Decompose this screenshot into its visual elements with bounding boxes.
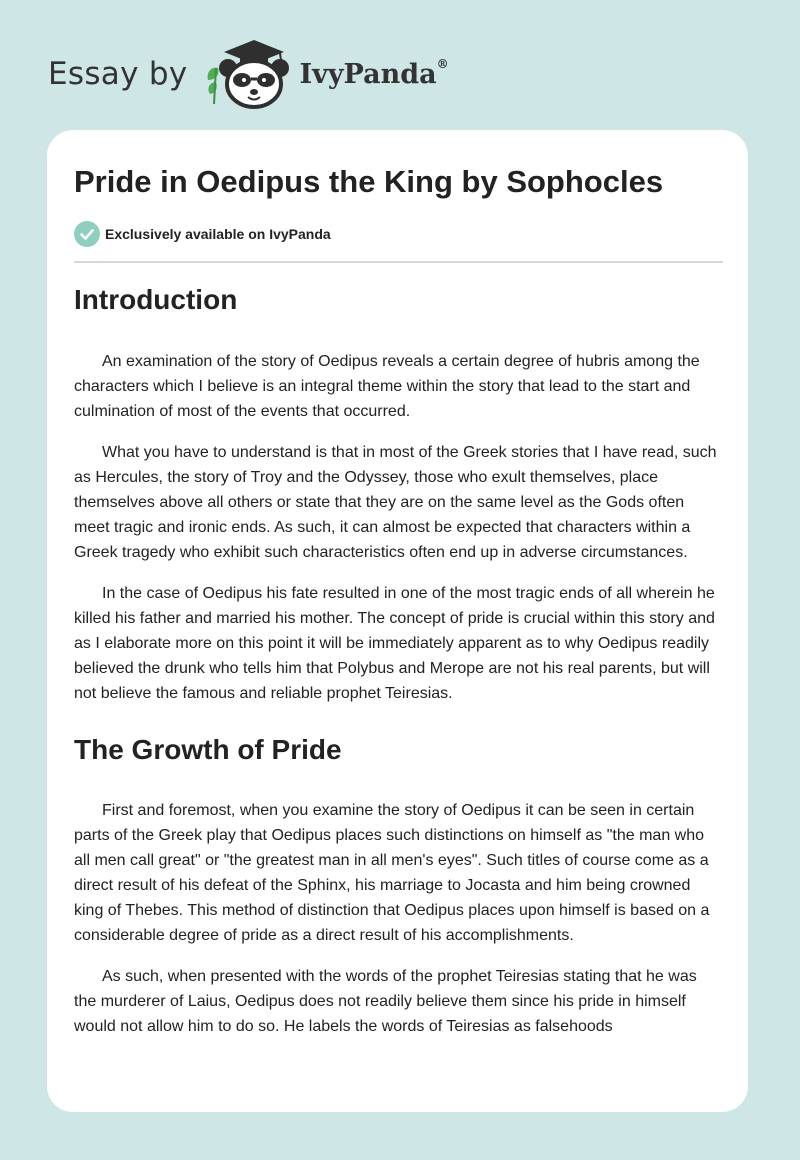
brand-name-text: IvyPanda: [299, 58, 437, 90]
site-brand[interactable]: [48, 38, 449, 110]
section-heading-introduction: Introduction: [74, 284, 238, 315]
paragraph: An examination of the story of Oedipus reveals a certain degree of hubris among the characters which I believe is an integral theme within the story that lead to the start and culmination of most of the events that occurred.: [74, 353, 700, 420]
exclusive-badge: [74, 221, 331, 247]
paragraph: First and foremost, when you examine the story of Oedipus it can be seen in certain parts of the Greek play that Oedipus places such distinctions on himself as "the man who all men call great" or "the greatest man in all men's eyes". Such titles of course come as a direct result of his defeat of the Sphinx, his marriage to Jocasta and him being crowned king of Thebes. This method of distinction that Oedipus places upon himself is based on a considerable degree of pride as a direct result of his accomplishments.: [74, 802, 710, 944]
brand-prefix: Essay by: [48, 56, 188, 92]
essay-card: [47, 130, 748, 1112]
essay-title: Pride in Oedipus the King by Sophocles: [74, 164, 664, 199]
section-heading-growth-of-pride: The Growth of Pride: [74, 734, 342, 765]
exclusive-label: Exclusively available on IvyPanda: [105, 226, 331, 242]
paragraph: As such, when presented with the words of the prophet Teiresias stating that he was the murderer of Laius, Oedipus does not readily believe them since his pride in himself would not allow him to do so. He labels the words of Teiresias as falsehoods: [74, 968, 697, 1035]
title-divider: [74, 261, 723, 263]
panda-logo-icon: [204, 38, 296, 110]
paragraph: What you have to understand is that in most of the Greek stories that I have read, such as Hercules, the story of Troy and the Odyssey, those who exult themselves, place themselves above all others or state that they are on the same level as the Gods often meet tragic and ironic ends. As such, it can almost be expected that characters within a Greek tragedy who exhibit such characteristics often end up in adverse circumstances.: [74, 444, 717, 561]
paragraph: In the case of Oedipus his fate resulted in one of the most tragic ends of all wherein he killed his father and married his mother. The concept of pride is crucial within this story and as I elaborate more on this point it will be immediately apparent as to why Oedipus readily believed the drunk who tells him that Polybus and Merope are not his real parents, but will not believe the famous and reliable prophet Teiresias.: [74, 585, 715, 702]
check-circle-icon: [74, 221, 100, 247]
essay-content: [74, 282, 723, 1055]
brand-name: [299, 56, 449, 90]
registered-mark: ®: [436, 56, 449, 71]
